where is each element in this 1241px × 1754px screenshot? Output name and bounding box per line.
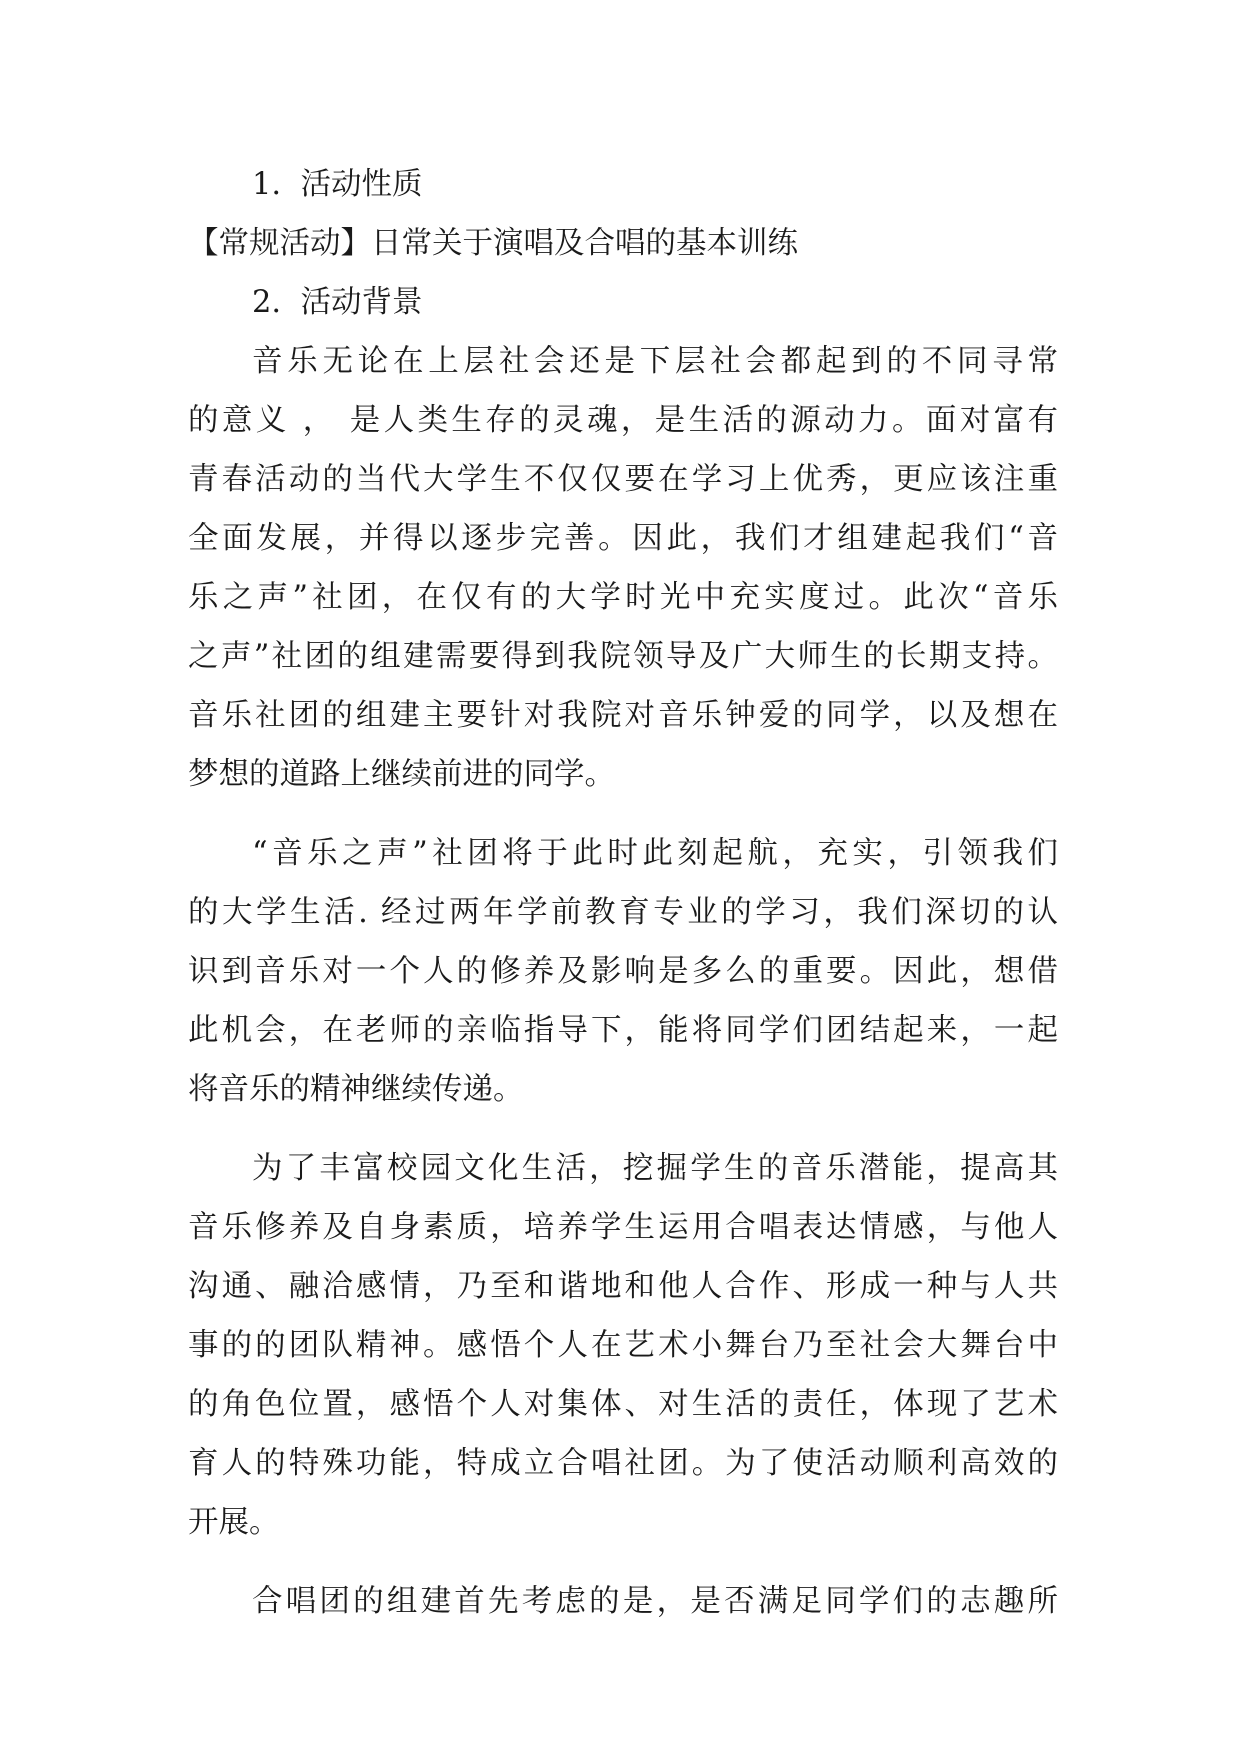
paragraph-line: 为了丰富校园文化生活，挖掘学生的音乐潜能，提高其 xyxy=(252,1151,1058,1186)
section-title: 活动背景 xyxy=(300,285,423,320)
section-title: 活动性质 xyxy=(300,167,423,202)
document-body xyxy=(188,155,1058,1631)
paragraph-line: 的意义 ， 是人类生存的灵魂，是生活的源动力。面对富有 xyxy=(188,403,1058,438)
paragraph-line: 音乐修养及自身素质，培养学生运用合唱表达情感，与他人 xyxy=(188,1210,1058,1245)
paragraph xyxy=(188,332,1058,804)
paragraph-line: 事的的团队精神。感悟个人在艺术小舞台乃至社会大舞台中 xyxy=(188,1328,1058,1363)
section-heading-nature xyxy=(188,155,1058,214)
paragraph-line: 开展。 xyxy=(188,1505,280,1540)
paragraph-line: 此机会，在老师的亲临指导下，能将同学们团结起来，一起 xyxy=(188,1013,1058,1048)
paragraph-line: 沟通、融洽感情，乃至和谐地和他人合作、形成一种与人共 xyxy=(188,1269,1058,1304)
paragraph-line: 梦想的道路上继续前进的同学。 xyxy=(188,757,615,792)
paragraph xyxy=(188,1139,1058,1552)
paragraph-line: 全面发展，并得以逐步完善。因此，我们才组建起我们“音 xyxy=(188,521,1058,556)
paragraph-line: 音乐社团的组建主要针对我院对音乐钟爱的同学，以及想在 xyxy=(188,698,1058,733)
paragraph-line: 识到音乐对一个人的修养及影响是多么的重要。因此，想借 xyxy=(188,954,1058,989)
section-number: 1. xyxy=(252,167,282,202)
paragraph-line: 的大学生活. 经过两年学前教育专业的学习，我们深切的认 xyxy=(188,895,1058,930)
paragraph-line: 将音乐的精神继续传递。 xyxy=(188,1072,524,1107)
paragraph xyxy=(188,1572,1058,1631)
paragraph-line: 合唱团的组建首先考虑的是，是否满足同学们的志趣所 xyxy=(252,1584,1058,1619)
section-heading-background xyxy=(188,273,1058,332)
section-number: 2. xyxy=(252,285,282,320)
paragraph-line: 青春活动的当代大学生不仅仅要在学习上优秀，更应该注重 xyxy=(188,462,1058,497)
paragraph-line: 之声”社团的组建需要得到我院领导及广大师生的长期支持。 xyxy=(188,639,1058,674)
paragraph-line: 的角色位置，感悟个人对集体、对生活的责任，体现了艺术 xyxy=(188,1387,1058,1422)
paragraph-line: 育人的特殊功能，特成立合唱社团。为了使活动顺利高效的 xyxy=(188,1446,1058,1481)
paragraph-line: 音乐无论在上层社会还是下层社会都起到的不同寻常 xyxy=(252,344,1058,379)
paragraph-line: “音乐之声”社团将于此时此刻起航，充实，引领我们 xyxy=(252,836,1058,871)
paragraph xyxy=(188,824,1058,1119)
nature-text: 【常规活动】日常关于演唱及合唱的基本训练 xyxy=(188,226,798,261)
paragraph-line: 乐之声”社团，在仅有的大学时光中充实度过。此次“音乐 xyxy=(188,580,1058,615)
